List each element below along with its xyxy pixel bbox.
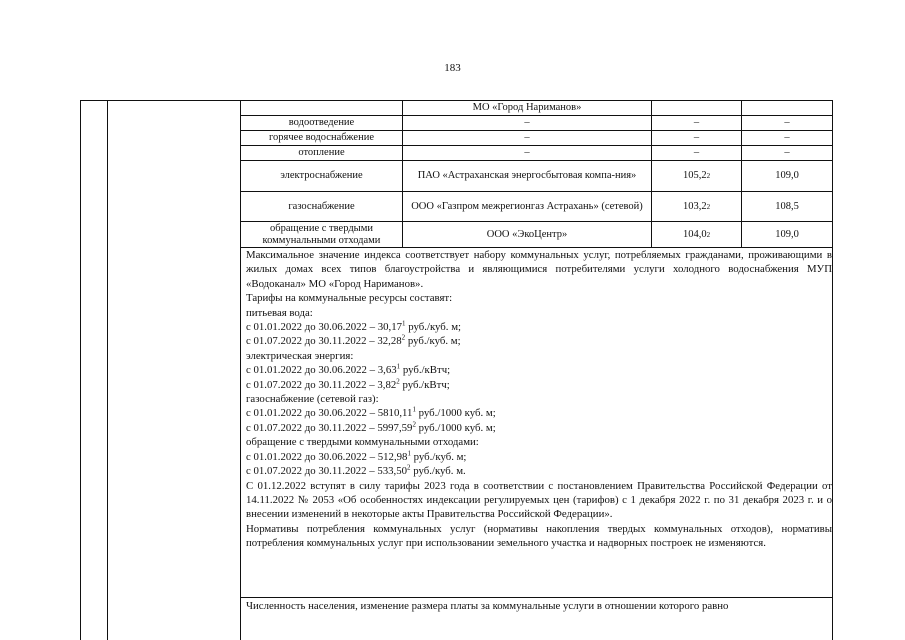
value1-cell bbox=[652, 131, 741, 145]
value1-cell: 104,0 2 bbox=[682, 228, 711, 240]
value1-text: 103,2 bbox=[682, 200, 707, 212]
value1-cell: 105,2 2 bbox=[682, 170, 711, 181]
service-cell: газоснабжение bbox=[288, 200, 355, 212]
provider-cell: ООО «ЭкоЦентр» bbox=[486, 228, 568, 240]
value2-cell: 109,0 bbox=[775, 228, 799, 240]
value1-text: – bbox=[693, 117, 700, 128]
value1-cell bbox=[652, 116, 741, 130]
value2-cell: – bbox=[784, 117, 790, 128]
service-cell: горячее водоснабжение bbox=[269, 132, 374, 143]
paragraph-last: Численность населения, изменение размера платы за коммунальные услуги в отношении которого равно bbox=[246, 600, 729, 612]
provider-cell: – bbox=[524, 117, 530, 128]
provider-cell: ПАО «Астраханская энергосбытовая компа-ния» bbox=[417, 170, 637, 181]
paragraph-decree: С 01.12.2022 вступят в силу тарифы 2023 года в соответствии с постановлением Правительства Российской Федерации от 14.11.2022 № 2053 «Об особенностях индексации регулируемых цен (тарифов) с 1 декабря 2022 г. по 31 декабря 2023 г. и о внесении изменений в некоторые акты Правительства Российской Федерации». bbox=[246, 479, 832, 521]
tariff-line: с 01.01.2022 до 30.06.2022 – 30,17$^1$ руб./куб. м; bbox=[246, 319, 462, 334]
value1-cell bbox=[652, 146, 741, 160]
value2-cell: 108,5 bbox=[775, 200, 799, 212]
provider-cell: ООО «Газпром межрегионгаз Астрахань» (сетевой) bbox=[411, 200, 643, 212]
provider-cell: – bbox=[524, 147, 530, 158]
value1-text: 104,0 bbox=[682, 228, 707, 240]
value1-text: – bbox=[693, 147, 700, 158]
value1-cell: 103,2 2 bbox=[682, 200, 711, 212]
elec-title: электрическая энергия: bbox=[246, 349, 354, 362]
value2-cell: – bbox=[784, 132, 790, 143]
body-text bbox=[246, 248, 832, 551]
tariff-line: с 01.07.2022 до 30.11.2022 – 533,50$^2$ руб./куб. м. bbox=[246, 463, 466, 478]
paragraph-index: Максимальное значение индекса соответствует набору коммунальных услуг, потребляемых гражданами, проживающими в жилых домах всех типов благоустройства и являющимися потребителями услуги холодного водоснабжения МУП «Водоканал» МО «Город Нариманов». bbox=[246, 249, 832, 290]
value1-text: 105,2 bbox=[682, 170, 707, 181]
gas-title: газоснабжение (сетевой газ): bbox=[246, 393, 379, 406]
tariffs-intro: Тарифы на коммунальные ресурсы составят: bbox=[246, 292, 453, 305]
provider-cell: – bbox=[524, 132, 530, 143]
page-number: 183 bbox=[444, 62, 461, 74]
value2-cell: – bbox=[784, 147, 790, 158]
waste-title: обращение с твердыми коммунальными отходами: bbox=[246, 436, 479, 449]
water-title: питьевая вода: bbox=[246, 306, 313, 319]
service-cell: обращение с твердыми коммунальными отходами bbox=[262, 222, 381, 246]
service-cell: водоотведение bbox=[288, 117, 355, 128]
tariff-line: с 01.07.2022 до 30.11.2022 – 5997,59$^2$ руб./1000 куб. м; bbox=[246, 420, 496, 434]
tariff-line: с 01.07.2022 до 30.11.2022 – 32,28$^2$ руб./куб. м; bbox=[246, 333, 461, 348]
table-header-provider: МО «Город Нариманов» bbox=[472, 102, 582, 113]
tariff-line: с 01.01.2022 до 30.06.2022 – 512,98$^1$ руб./куб. м; bbox=[246, 449, 467, 463]
service-cell: электроснабжение bbox=[280, 170, 363, 181]
tariff-line: с 01.01.2022 до 30.06.2022 – 3,63$^1$ руб./кВтч; bbox=[246, 362, 451, 377]
tariff-line: с 01.01.2022 до 30.06.2022 – 5810,11$^1$ руб./1000 куб. м; bbox=[246, 405, 496, 420]
value2-cell: 109,0 bbox=[775, 170, 799, 181]
service-cell: отопление bbox=[298, 147, 345, 158]
paragraph-norms: Нормативы потребления коммунальных услуг (нормативы накопления твердых коммунальных отходов), нормативы потребления коммунальных услуг при использовании земельного участка и надворных построек не изменяются. bbox=[246, 522, 832, 550]
tariff-line: с 01.07.2022 до 30.11.2022 – 3,82$^2$ руб./кВтч; bbox=[246, 377, 450, 391]
value1-text: – bbox=[693, 132, 700, 143]
